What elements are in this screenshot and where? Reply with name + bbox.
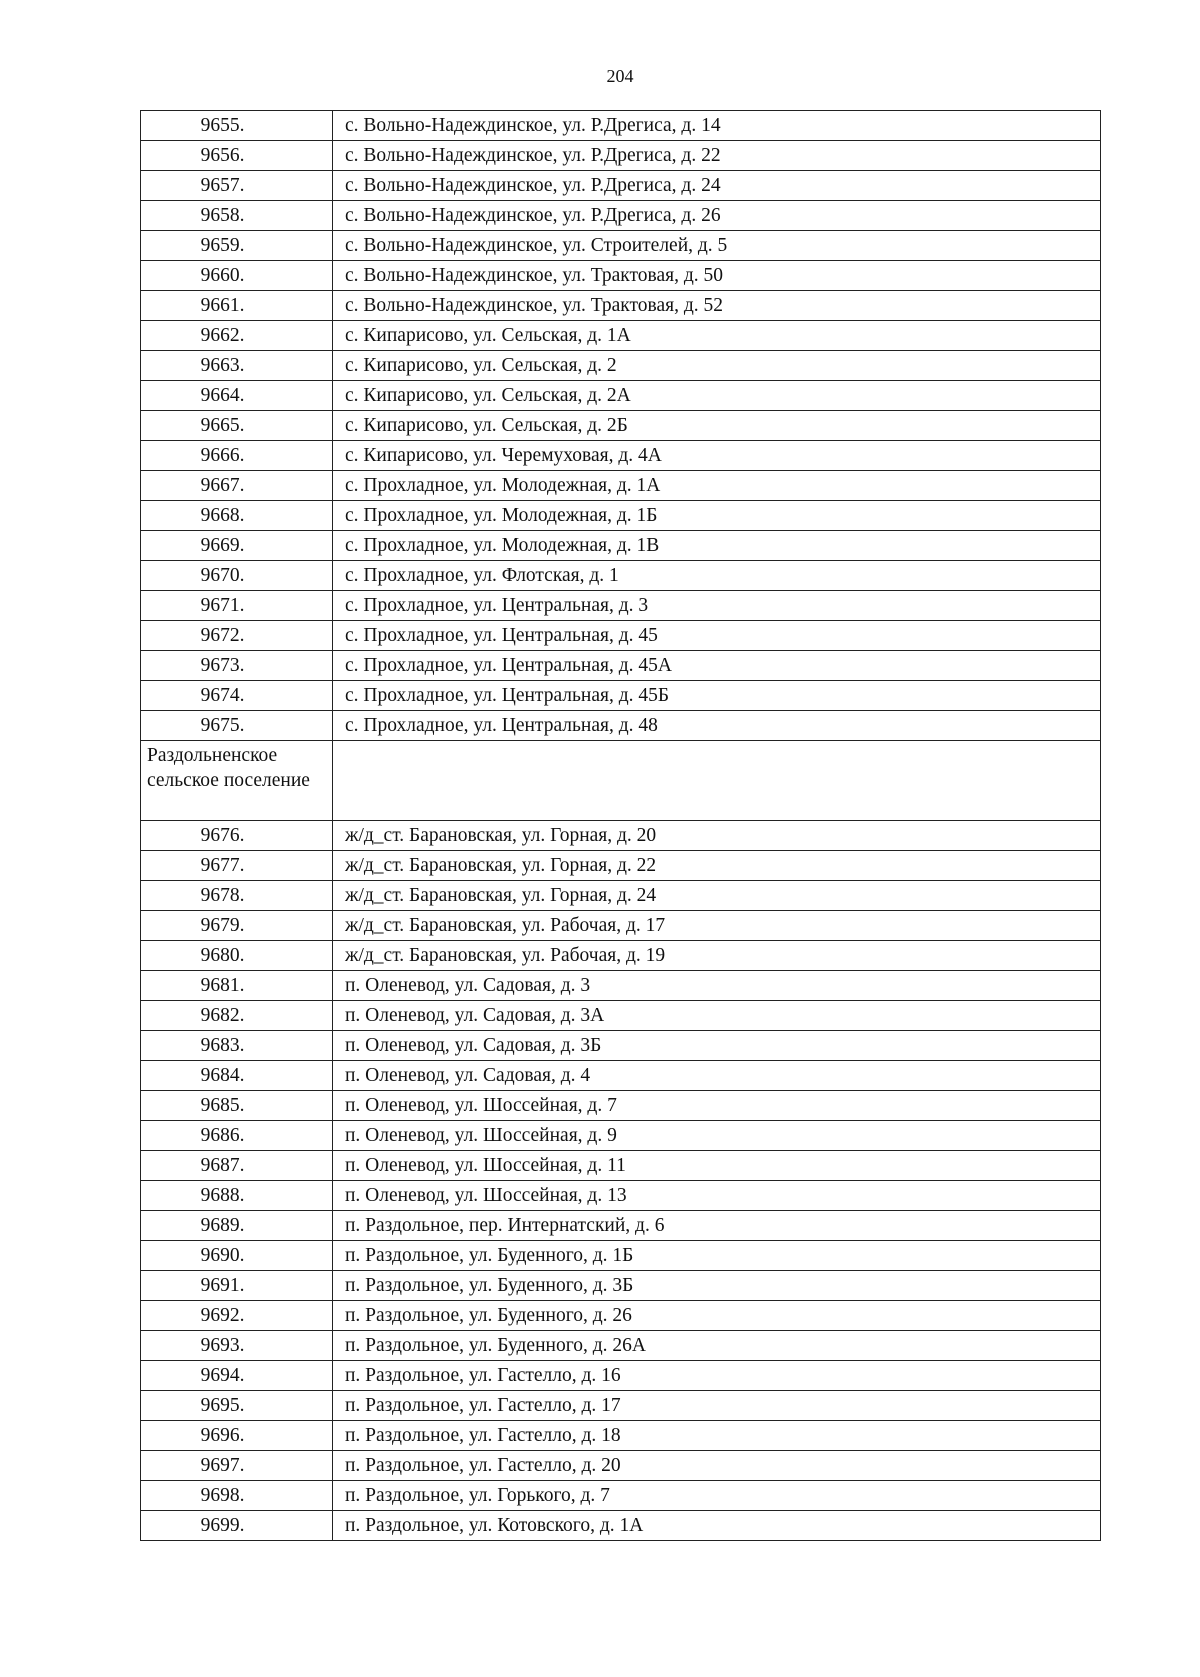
row-address: ж/д_ст. Барановская, ул. Рабочая, д. 17 (333, 911, 1101, 941)
row-address: с. Кипарисово, ул. Сельская, д. 2Б (333, 411, 1101, 441)
table-row (141, 621, 1101, 651)
row-number: 9687. (141, 1151, 333, 1181)
row-number: 9659. (141, 231, 333, 261)
row-address: п. Раздольное, ул. Гастелло, д. 18 (333, 1421, 1101, 1451)
row-address: с. Вольно-Надеждинское, ул. Трактовая, д. 52 (333, 291, 1101, 321)
table-row (141, 411, 1101, 441)
table-row (141, 1361, 1101, 1391)
row-number: 9688. (141, 1181, 333, 1211)
table-row (141, 821, 1101, 851)
table-row (141, 971, 1101, 1001)
table-row (141, 1511, 1101, 1541)
row-address: п. Раздольное, ул. Гастелло, д. 20 (333, 1451, 1101, 1481)
row-number: 9672. (141, 621, 333, 651)
row-number: 9655. (141, 111, 333, 141)
section-address (333, 741, 1101, 821)
row-address: ж/д_ст. Барановская, ул. Рабочая, д. 19 (333, 941, 1101, 971)
row-number: 9663. (141, 351, 333, 381)
row-address: п. Оленевод, ул. Садовая, д. 4 (333, 1061, 1101, 1091)
table-row (141, 261, 1101, 291)
row-address: п. Оленевод, ул. Шоссейная, д. 11 (333, 1151, 1101, 1181)
row-address: п. Раздольное, ул. Гастелло, д. 17 (333, 1391, 1101, 1421)
row-address: с. Кипарисово, ул. Черемуховая, д. 4А (333, 441, 1101, 471)
row-number: 9695. (141, 1391, 333, 1421)
row-number: 9674. (141, 681, 333, 711)
table-body-after-section (141, 821, 1101, 1541)
row-number: 9692. (141, 1301, 333, 1331)
row-address: с. Вольно-Надеждинское, ул. Р.Дрегиса, д. 14 (333, 111, 1101, 141)
row-address: с. Кипарисово, ул. Сельская, д. 1А (333, 321, 1101, 351)
table-row (141, 1061, 1101, 1091)
row-number: 9684. (141, 1061, 333, 1091)
row-address: с. Прохладное, ул. Центральная, д. 48 (333, 711, 1101, 741)
table-row (141, 171, 1101, 201)
row-number: 9668. (141, 501, 333, 531)
row-address: п. Оленевод, ул. Садовая, д. 3А (333, 1001, 1101, 1031)
row-number: 9682. (141, 1001, 333, 1031)
table-row (141, 471, 1101, 501)
row-address: п. Раздольное, ул. Гастелло, д. 16 (333, 1361, 1101, 1391)
row-address: п. Раздольное, ул. Буденного, д. 3Б (333, 1271, 1101, 1301)
table-row (141, 1001, 1101, 1031)
table-row (141, 1121, 1101, 1151)
row-address: с. Прохладное, ул. Центральная, д. 45 (333, 621, 1101, 651)
table-row (141, 321, 1101, 351)
section-label: Раздольненское сельское поселение (141, 741, 333, 821)
row-number: 9689. (141, 1211, 333, 1241)
row-address: с. Вольно-Надеждинское, ул. Трактовая, д. 50 (333, 261, 1101, 291)
table-row (141, 501, 1101, 531)
row-address: с. Вольно-Надеждинское, ул. Р.Дрегиса, д. 26 (333, 201, 1101, 231)
row-address: п. Раздольное, ул. Буденного, д. 26 (333, 1301, 1101, 1331)
row-number: 9693. (141, 1331, 333, 1361)
address-table (140, 110, 1101, 1541)
row-number: 9660. (141, 261, 333, 291)
row-number: 9661. (141, 291, 333, 321)
table-row (141, 201, 1101, 231)
table-row (141, 1451, 1101, 1481)
table-row (141, 1481, 1101, 1511)
table-row (141, 531, 1101, 561)
table-row (141, 851, 1101, 881)
row-number: 9657. (141, 171, 333, 201)
row-address: ж/д_ст. Барановская, ул. Горная, д. 24 (333, 881, 1101, 911)
row-number: 9671. (141, 591, 333, 621)
row-number: 9670. (141, 561, 333, 591)
row-address: с. Вольно-Надеждинское, ул. Р.Дрегиса, д. 24 (333, 171, 1101, 201)
table-row (141, 351, 1101, 381)
row-address: с. Прохладное, ул. Флотская, д. 1 (333, 561, 1101, 591)
row-number: 9665. (141, 411, 333, 441)
row-address: п. Оленевод, ул. Садовая, д. 3Б (333, 1031, 1101, 1061)
row-number: 9675. (141, 711, 333, 741)
row-number: 9698. (141, 1481, 333, 1511)
row-address: с. Кипарисово, ул. Сельская, д. 2А (333, 381, 1101, 411)
row-number: 9680. (141, 941, 333, 971)
row-number: 9662. (141, 321, 333, 351)
row-address: с. Вольно-Надеждинское, ул. Строителей, д. 5 (333, 231, 1101, 261)
table-row (141, 1091, 1101, 1121)
row-address: п. Раздольное, ул. Буденного, д. 1Б (333, 1241, 1101, 1271)
row-number: 9667. (141, 471, 333, 501)
table-row (141, 1151, 1101, 1181)
row-address: п. Раздольное, пер. Интернатский, д. 6 (333, 1211, 1101, 1241)
table-row (141, 381, 1101, 411)
row-address: п. Раздольное, ул. Котовского, д. 1А (333, 1511, 1101, 1541)
table-row (141, 881, 1101, 911)
table-row (141, 1031, 1101, 1061)
section-header (141, 741, 1101, 821)
table-row (141, 651, 1101, 681)
table-row (141, 561, 1101, 591)
table-row (141, 941, 1101, 971)
table-row (141, 1421, 1101, 1451)
row-number: 9677. (141, 851, 333, 881)
row-number: 9678. (141, 881, 333, 911)
row-number: 9673. (141, 651, 333, 681)
section-row (141, 741, 1101, 821)
table-row (141, 1211, 1101, 1241)
row-address: с. Прохладное, ул. Центральная, д. 45А (333, 651, 1101, 681)
row-address: с. Прохладное, ул. Молодежная, д. 1В (333, 531, 1101, 561)
row-address: п. Оленевод, ул. Шоссейная, д. 9 (333, 1121, 1101, 1151)
row-address: п. Оленевод, ул. Шоссейная, д. 7 (333, 1091, 1101, 1121)
table-row (141, 1181, 1101, 1211)
row-number: 9664. (141, 381, 333, 411)
row-address: с. Прохладное, ул. Центральная, д. 45Б (333, 681, 1101, 711)
row-number: 9676. (141, 821, 333, 851)
row-address: п. Оленевод, ул. Шоссейная, д. 13 (333, 1181, 1101, 1211)
row-address: с. Кипарисово, ул. Сельская, д. 2 (333, 351, 1101, 381)
row-address: ж/д_ст. Барановская, ул. Горная, д. 22 (333, 851, 1101, 881)
table-row (141, 711, 1101, 741)
table-row (141, 111, 1101, 141)
table-body-before-section (141, 111, 1101, 741)
row-number: 9699. (141, 1511, 333, 1541)
table-row (141, 141, 1101, 171)
row-number: 9666. (141, 441, 333, 471)
row-number: 9696. (141, 1421, 333, 1451)
table-row (141, 1331, 1101, 1361)
row-address: с. Прохладное, ул. Молодежная, д. 1Б (333, 501, 1101, 531)
row-number: 9685. (141, 1091, 333, 1121)
row-address: с. Вольно-Надеждинское, ул. Р.Дрегиса, д. 22 (333, 141, 1101, 171)
row-number: 9669. (141, 531, 333, 561)
row-number: 9691. (141, 1271, 333, 1301)
row-number: 9656. (141, 141, 333, 171)
row-number: 9681. (141, 971, 333, 1001)
row-address: с. Прохладное, ул. Центральная, д. 3 (333, 591, 1101, 621)
table-row (141, 1301, 1101, 1331)
address-table-container (140, 110, 1100, 1541)
table-row (141, 1241, 1101, 1271)
row-number: 9683. (141, 1031, 333, 1061)
table-row (141, 1271, 1101, 1301)
row-number: 9686. (141, 1121, 333, 1151)
table-row (141, 591, 1101, 621)
row-number: 9694. (141, 1361, 333, 1391)
table-row (141, 1391, 1101, 1421)
table-row (141, 911, 1101, 941)
row-address: п. Оленевод, ул. Садовая, д. 3 (333, 971, 1101, 1001)
row-address: с. Прохладное, ул. Молодежная, д. 1А (333, 471, 1101, 501)
row-number: 9690. (141, 1241, 333, 1271)
row-number: 9679. (141, 911, 333, 941)
row-number: 9658. (141, 201, 333, 231)
row-address: п. Раздольное, ул. Буденного, д. 26А (333, 1331, 1101, 1361)
row-number: 9697. (141, 1451, 333, 1481)
table-row (141, 681, 1101, 711)
table-row (141, 291, 1101, 321)
page-number: 204 (606, 66, 634, 86)
table-row (141, 441, 1101, 471)
row-address: п. Раздольное, ул. Горького, д. 7 (333, 1481, 1101, 1511)
row-address: ж/д_ст. Барановская, ул. Горная, д. 20 (333, 821, 1101, 851)
table-row (141, 231, 1101, 261)
